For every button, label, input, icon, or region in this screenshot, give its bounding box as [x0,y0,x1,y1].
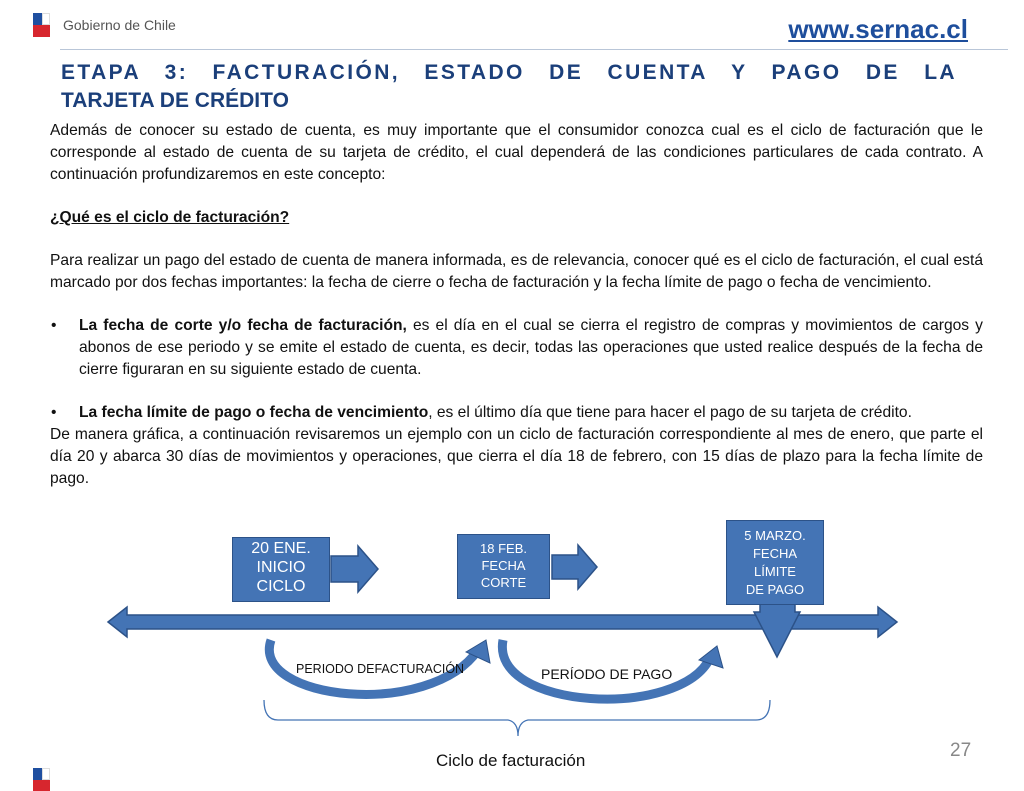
definition-paragraph: Para realizar un pago del estado de cuenta de manera informada, es de relevancia, conocer qué es el ciclo de facturación, el cual está marcado por dos fechas importantes: la fecha de cierre o fecha de facturación y la fecha límite de pago o fecha de vencimiento. [50,252,983,291]
start-cycle-box [232,537,330,602]
cycle-label: Ciclo de facturación [436,751,586,770]
box2-line1: 18 FEB. [480,541,527,556]
box2-line3: CORTE [480,575,527,590]
question-heading: ¿Qué es el ciclo de facturación? [50,209,290,226]
box2-line2: FECHA [481,558,526,573]
title-line-1: ETAPA 3: FACTURACIÓN, ESTADO DE CUENTA Y PAGO DE LA [61,61,957,84]
cycle-brace [264,700,770,736]
chile-flag-footer-logo [33,768,50,791]
box3-line1: 5 MARZO. [744,528,806,543]
box3-line3: LÍMITE [754,564,796,579]
cut-arrow-icon [552,545,597,589]
bullet-1-text: es el día en el cual se cierra el registro de compras y movimientos de cargos y abonos de ese periodo y se emite el estado de cuenta, es decir, todas las operaciones que usted realice después de la fecha de cierre figuraran en su siguiente estado de cuenta. [79,317,983,378]
billing-period-label: PERIODO DEFACTURACIÓN [296,662,465,676]
box1-line2: INICIO [256,559,306,576]
title-line-2: TARJETA DE CRÉDITO [61,89,289,112]
site-link[interactable]: www.sernac.cl [788,14,968,44]
box3-line4: DE PAGO [745,582,805,597]
payment-period-label: PERÍODO DE PAGO [541,666,673,682]
due-date-box [726,520,824,605]
bullet-icon: • [51,317,57,334]
page-number: 27 [950,740,972,761]
bullet-2-text: , es el último día que tiene para hacer el pago de su tarjeta de crédito. [428,404,912,421]
box3-line2: FECHA [752,546,798,561]
bullet-icon: • [51,404,57,421]
gov-label: Gobierno de Chile [63,17,176,33]
cut-date-box [457,534,550,599]
box1-line1: 20 ENE. [251,540,311,557]
start-arrow-icon [331,546,378,592]
example-paragraph: De manera gráfica, a continuación revisaremos un ejemplo con un ciclo de facturación correspondiente al mes de enero, que parte el día 20 y abarca 30 días de movimientos y operaciones, que cierra el día 18 de febrero, con 15 días de plazo para la fecha límite de pago. [50,426,983,487]
intro-paragraph: Además de conocer su estado de cuenta, es muy importante que el consumidor conozca cual es el ciclo de facturación que le corresponde al estado de cuenta de su tarjeta de crédito, el cual dependerá de las condiciones particulares de cada contrato. A continuación profundizaremos en este concepto: [50,122,983,183]
bullet-2-bold: La fecha límite de pago o fecha de vencimiento [79,404,429,421]
box1-line3: CICLO [256,578,306,595]
bullet-1-bold: La fecha de corte y/o fecha de facturación, [79,317,407,334]
